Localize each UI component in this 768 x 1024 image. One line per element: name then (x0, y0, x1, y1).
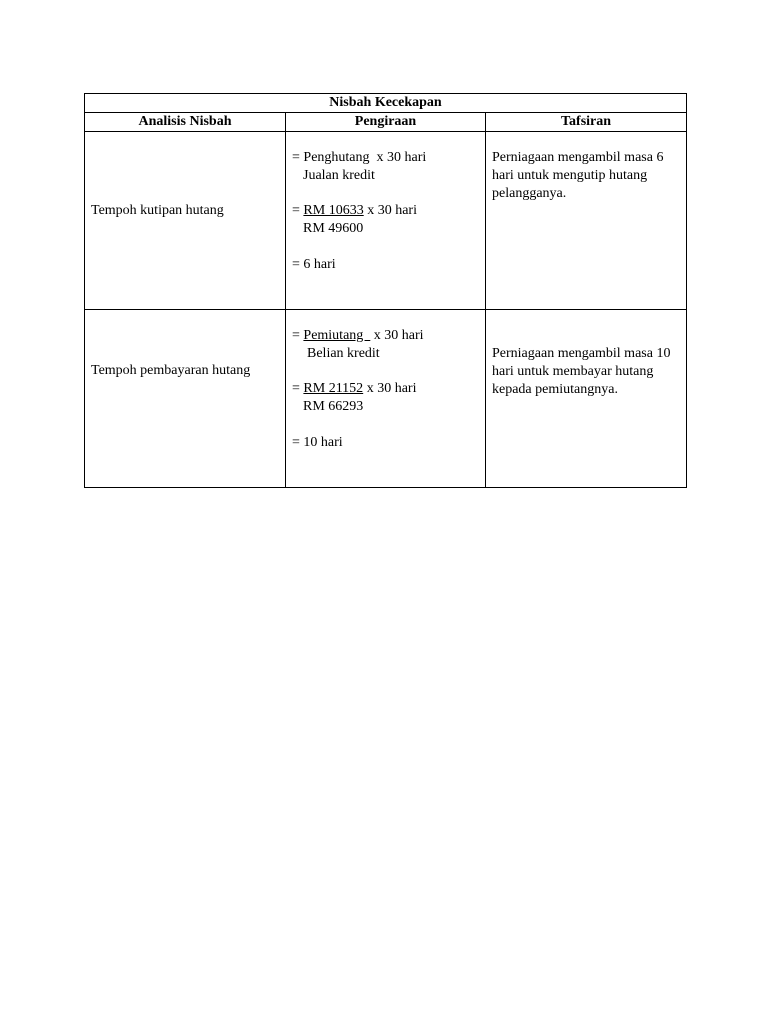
ratio-name-cell (85, 132, 286, 310)
interpretation-text: Perniagaan mengambil masa 10 hari untuk membayar hutang kepada pemiutangnya. (492, 346, 671, 397)
values-multiplier: x 30 hari (363, 381, 417, 396)
calculation-cell (286, 132, 486, 310)
values-denominator: RM 66293 (303, 399, 364, 414)
calculation-cell (286, 310, 486, 488)
values-line (292, 380, 416, 398)
table-row (85, 310, 687, 488)
values-line (292, 202, 417, 220)
table-row (85, 132, 687, 310)
formula-numerator: Pemiutang (303, 328, 371, 343)
formula-denominator: Jualan kredit (303, 168, 375, 183)
result-line: = 10 hari (292, 435, 343, 450)
formula-numerator: Penghutang (303, 150, 370, 165)
result-line: = 6 hari (292, 257, 336, 272)
ratio-name-cell (85, 310, 286, 488)
formula-multiplier: x 30 hari (370, 328, 424, 343)
formula-line (292, 149, 426, 167)
formula-multiplier: x 30 hari (369, 150, 427, 165)
formula-denominator: Belian kredit (307, 346, 380, 361)
interpretation-cell (486, 132, 687, 310)
column-header-analysis: Analisis Nisbah (85, 113, 286, 132)
values-multiplier: x 30 hari (363, 203, 417, 218)
column-header-interpretation: Tafsiran (486, 113, 687, 132)
formula-line (292, 327, 424, 345)
efficiency-ratio-table (84, 93, 687, 488)
values-numerator: RM 21152 (303, 381, 364, 396)
ratio-name: Tempoh kutipan hutang (91, 203, 224, 218)
interpretation-cell (486, 310, 687, 488)
values-prefix: = (292, 203, 304, 218)
values-numerator: RM 10633 (303, 203, 364, 218)
values-prefix: = (292, 381, 304, 396)
formula-prefix: = (292, 328, 304, 343)
interpretation-text: Perniagaan mengambil masa 6 hari untuk mengutip hutang pelangganya. (492, 150, 664, 201)
column-header-calculation: Pengiraan (286, 113, 486, 132)
values-denominator: RM 49600 (303, 221, 364, 236)
table-title: Nisbah Kecekapan (85, 94, 687, 113)
ratio-name: Tempoh pembayaran hutang (91, 363, 251, 378)
formula-prefix: = (292, 150, 304, 165)
